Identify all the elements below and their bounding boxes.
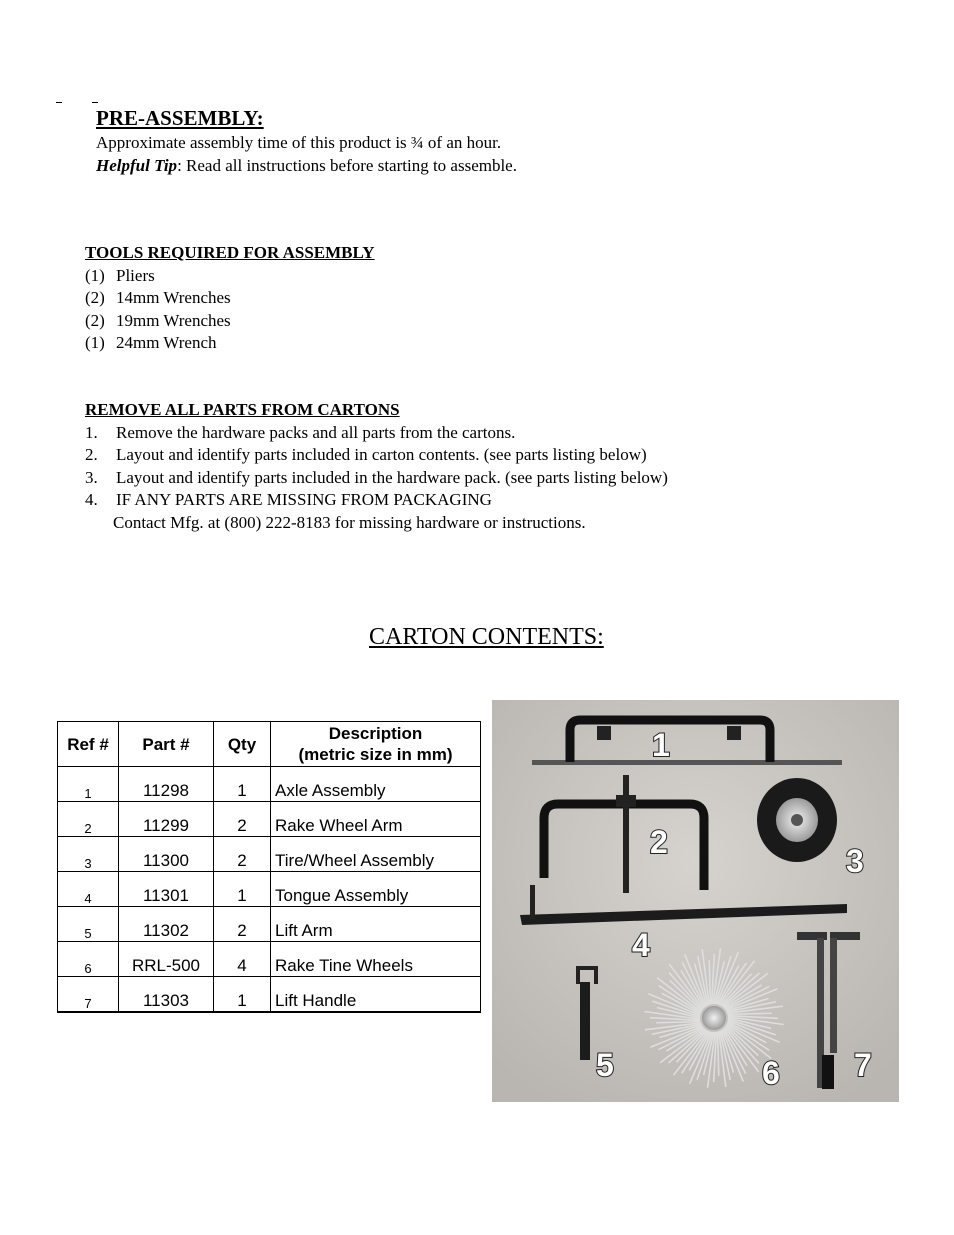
cell-desc: Lift Arm — [271, 907, 481, 942]
tire-wheel-part — [757, 778, 837, 862]
callout-4: 4 — [632, 927, 650, 963]
list-item — [85, 489, 668, 511]
cell-part: 11299 — [119, 802, 214, 837]
table-row — [58, 942, 481, 977]
cell-qty: 1 — [214, 872, 271, 907]
list-item — [85, 444, 668, 466]
contact-text: Contact Mfg. at (800) 222-8183 for missing hardware or instructions. — [113, 513, 586, 532]
list-item — [85, 265, 231, 287]
cell-desc: Tire/Wheel Assembly — [271, 837, 481, 872]
col-qty: Qty — [214, 722, 271, 767]
cell-desc: Rake Tine Wheels — [271, 942, 481, 977]
cell-desc: Axle Assembly — [271, 767, 481, 802]
parts-photo — [492, 700, 899, 1102]
helpful-tip-label: Helpful Tip — [96, 156, 178, 175]
callout-1: 1 — [652, 727, 670, 763]
tine — [709, 960, 710, 1004]
col-description-sub: (metric size in mm) — [298, 745, 453, 764]
tool-name: 14mm Wrenches — [116, 288, 231, 308]
step-text: IF ANY PARTS ARE MISSING FROM PACKAGING — [116, 489, 492, 509]
cell-qty: 4 — [214, 942, 271, 977]
cell-qty: 1 — [214, 767, 271, 802]
cell-ref: 4 — [58, 872, 119, 907]
cell-part: 11298 — [119, 767, 214, 802]
callout-6: 6 — [762, 1055, 780, 1091]
cell-qty: 2 — [214, 907, 271, 942]
tine — [656, 1022, 700, 1023]
callout-3: 3 — [846, 843, 864, 879]
step-text: Remove the hardware packs and all parts from the cartons. — [116, 423, 516, 442]
remove-parts-heading: REMOVE ALL PARTS FROM CARTONS — [85, 400, 400, 419]
cell-part: 11301 — [119, 872, 214, 907]
tools-list — [85, 265, 231, 354]
tool-count: (2) — [85, 310, 105, 330]
cell-desc: Tongue Assembly — [271, 872, 481, 907]
col-description-label: Description — [328, 724, 423, 743]
step-number: 2. — [85, 445, 98, 465]
cell-desc: Rake Wheel Arm — [271, 802, 481, 837]
table-row — [58, 907, 481, 942]
tool-name: 24mm Wrench — [116, 332, 217, 352]
step-number: 3. — [85, 467, 98, 487]
cell-desc: Lift Handle — [271, 977, 481, 1013]
callout-2: 2 — [650, 824, 668, 860]
list-item — [85, 467, 668, 489]
list-item — [85, 422, 668, 444]
tools-heading: TOOLS REQUIRED FOR ASSEMBLY — [85, 243, 375, 262]
parts-photo-drawing — [492, 700, 899, 1102]
callout-5: 5 — [596, 1047, 614, 1083]
cell-ref: 1 — [58, 767, 119, 802]
list-item — [85, 310, 231, 332]
col-ref: Ref # — [58, 722, 119, 767]
cell-part: 11300 — [119, 837, 214, 872]
helpful-tip — [96, 155, 517, 177]
cell-ref: 7 — [58, 977, 119, 1013]
carton-contents-title: CARTON CONTENTS: — [369, 624, 604, 650]
step-text: Layout and identify parts included in the hardware pack. (see parts listing below) — [116, 467, 668, 487]
step-number: 1. — [85, 423, 98, 442]
tine — [718, 1032, 719, 1076]
step-text: Layout and identify parts included in carton contents. (see parts listing below) — [116, 445, 647, 465]
step-number: 4. — [85, 489, 98, 509]
tool-count: (2) — [85, 288, 105, 308]
table-header-row — [58, 722, 481, 767]
table-row — [58, 837, 481, 872]
list-item — [85, 287, 231, 309]
callout-7: 7 — [854, 1047, 872, 1083]
assembly-time-text: Approximate assembly time of this product is ¾ of an hour. — [96, 133, 502, 152]
tool-name: Pliers — [116, 266, 155, 285]
tine — [728, 1013, 772, 1014]
remove-parts-steps — [85, 422, 668, 511]
col-description — [271, 722, 481, 767]
cell-ref: 5 — [58, 907, 119, 942]
table-row — [58, 872, 481, 907]
list-item — [85, 332, 231, 354]
cell-part: RRL-500 — [119, 942, 214, 977]
cell-ref: 3 — [58, 837, 119, 872]
header-marks — [56, 92, 128, 107]
col-part: Part # — [119, 722, 214, 767]
table-row — [58, 802, 481, 837]
pre-assembly-heading: PRE-ASSEMBLY: — [96, 106, 264, 130]
cell-qty: 1 — [214, 977, 271, 1013]
cell-qty: 2 — [214, 802, 271, 837]
tool-count: (1) — [85, 332, 105, 352]
helpful-tip-text: : Read all instructions before starting to assemble. — [177, 156, 517, 175]
cell-part: 11303 — [119, 977, 214, 1013]
cell-part: 11302 — [119, 907, 214, 942]
tool-name: 19mm Wrenches — [116, 310, 231, 330]
cell-ref: 2 — [58, 802, 119, 837]
cell-qty: 2 — [214, 837, 271, 872]
table-row — [58, 977, 481, 1013]
tool-count: (1) — [85, 266, 105, 285]
cell-ref: 6 — [58, 942, 119, 977]
parts-table — [57, 721, 481, 1013]
table-row — [58, 767, 481, 802]
